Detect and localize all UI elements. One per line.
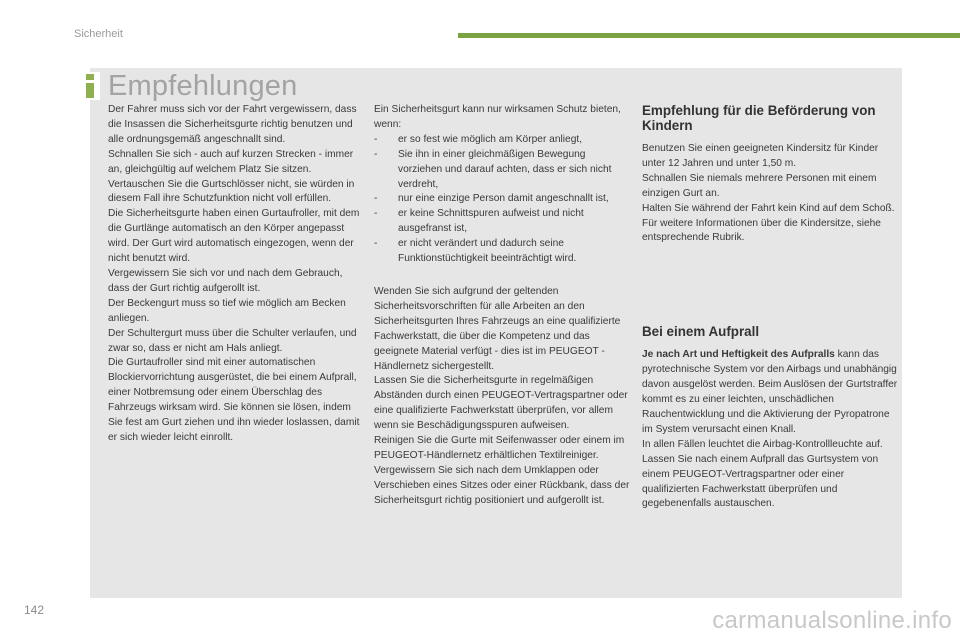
dash-bullet: - [374, 193, 378, 205]
accident-heading: Bei einem Aufprall [642, 324, 760, 340]
paragraph: Die Gurtaufroller sind mit einer automatischen Blockiervorrichtung ausgerüstet, die bei einem Aufprall, einer Notbremsung oder einem Überschlag des Fahrzeugs wirksam wird. Sie können sie lösen, indem Sie fest am Gurt ziehen und ihn wieder loslassen, damit er sich wieder leicht einrollt. [108, 357, 360, 443]
conditions-list [374, 133, 630, 267]
children-and-accident-column [642, 103, 898, 512]
paragraph: Schnallen Sie niemals mehrere Personen mit einem einzigen Gurt an. [642, 172, 877, 199]
paragraph: Je nach Art und Heftigkeit des Aufpralls kann das pyrotechnische System vor den Airbags und unabhängig davon ausgelöst werden. Beim Auslösen der Gurtstraffer kommt es zu einer leichten, unschädlichen Rauchentwicklung und die Aktivierung der Pyropatrone im System verursacht einen Knall. [642, 349, 898, 435]
paragraph: Lassen Sie nach einem Aufprall das Gurtsystem von einem PEUGEOT-Vertragspartner oder einer qualifizierten Fachwerkstatt überprüfen und gegebenenfalls austauschen. [642, 453, 879, 510]
paragraph: Der Beckengurt muss so tief wie möglich am Becken anliegen. [108, 297, 346, 324]
paragraph: Der Fahrer muss sich vor der Fahrt vergewissern, dass die Insassen die Sicherheitsgurte richtig benutzen und alle ordnungsgemäß angeschnallt sind. [108, 104, 357, 145]
list-item: - er so fest wie möglich am Körper anliegt, [374, 133, 630, 148]
dash-bullet: - [374, 148, 378, 160]
dash-bullet: - [374, 238, 378, 250]
children-heading: Empfehlung für die Beförderung von Kindern [642, 103, 876, 133]
list-item: - Sie ihn in einer gleichmäßigen Bewegung vorziehen und darauf achten, dass er sich nicht verdreht, [374, 148, 612, 190]
info-icon [80, 72, 100, 100]
section-label: Sicherheit [74, 28, 123, 40]
paragraph: Schnallen Sie sich - auch auf kurzen Strecken - immer an, gleichgültig auf welchem Platz Sie sitzen. [108, 148, 354, 175]
list-item: - nur eine einzige Person damit angeschnallt ist, [374, 192, 630, 207]
page-title: Empfehlungen [108, 70, 298, 102]
belt-conditions-column [374, 103, 630, 509]
paragraph: Reinigen Sie die Gurte mit Seifenwasser oder einem im PEUGEOT-Händlernetz erhältlichen Textilreiniger. [374, 435, 625, 461]
paragraph: Die Sicherheitsgurte haben einen Gurtaufroller, mit dem die Gurtlänge automatisch an den Körper angepasst wird. Der Gurt wird automatisch eingezogen, wenn der nicht benutzt wird. [108, 208, 360, 265]
paragraph: Vertauschen Sie die Gurtschlösser nicht, sie würden in diesem Fall ihre Schutzfunktion nicht voll erfüllen. [108, 178, 355, 205]
section-accent-bar [458, 33, 960, 38]
page-number: 142 [24, 603, 45, 617]
paragraph: Halten Sie während der Fahrt kein Kind auf dem Schoß. [642, 202, 895, 214]
conditions-intro: Ein Sicherheitsgurt kann nur wirksamen Schutz bieten, wenn: [374, 104, 621, 130]
bold-lead: Je nach Art und Heftigkeit des Aufpralls [642, 349, 835, 361]
paragraph: Der Schultergurt muss über die Schulter verlaufen, und zwar so, dass er nicht am Hals anliegt. [108, 327, 357, 354]
list-item: - er keine Schnittspuren aufweist und nicht ausgefranst ist, [374, 208, 584, 235]
paragraph: Vergewissern Sie sich nach dem Umklappen oder Verschieben eines Sitzes oder einer Rückbank, dass der Sicherheitsgurt richtig positioniert und aufgerollt ist. [374, 464, 630, 506]
dash-bullet: - [374, 208, 378, 220]
paragraph: Lassen Sie die Sicherheitsgurte in regelmäßigen Abständen durch einen PEUGEOT-Vertragspartner oder eine qualifizierte Fachwerkstatt überprüfen, vor allem wenn sie Beschädigungsspuren aufweisen. [374, 375, 628, 432]
paragraph: Vergewissern Sie sich vor und nach dem Gebrauch, dass der Gurt richtig aufgerollt ist. [108, 267, 343, 294]
paragraph: Für weitere Informationen über die Kindersitze, siehe entsprechende Rubrik. [642, 217, 881, 244]
general-advice-column [108, 103, 363, 446]
paragraph: In allen Fällen leuchtet die Airbag-Kontrollleuchte auf. [642, 438, 883, 450]
dash-bullet: - [374, 133, 378, 145]
list-item: - er nicht verändert und dadurch seine Funktionstüchtigkeit beeinträchtigt wird. [374, 238, 577, 265]
watermark: carmanualsonline.info [712, 607, 952, 634]
paragraph: Benutzen Sie einen geeigneten Kindersitz für Kinder unter 12 Jahren und unter 1,50 m. [642, 143, 879, 169]
paragraph: Wenden Sie sich aufgrund der geltenden Sicherheitsvorschriften für alle Arbeiten an den Sicherheitsgurten Ihres Fahrzeugs an eine qualifizierte Fachwerkstatt, die über die Kompetenz und das geeignete Material verfügt - dies ist im PEUGEOT -Händlernetz sichergestellt. [374, 285, 621, 372]
